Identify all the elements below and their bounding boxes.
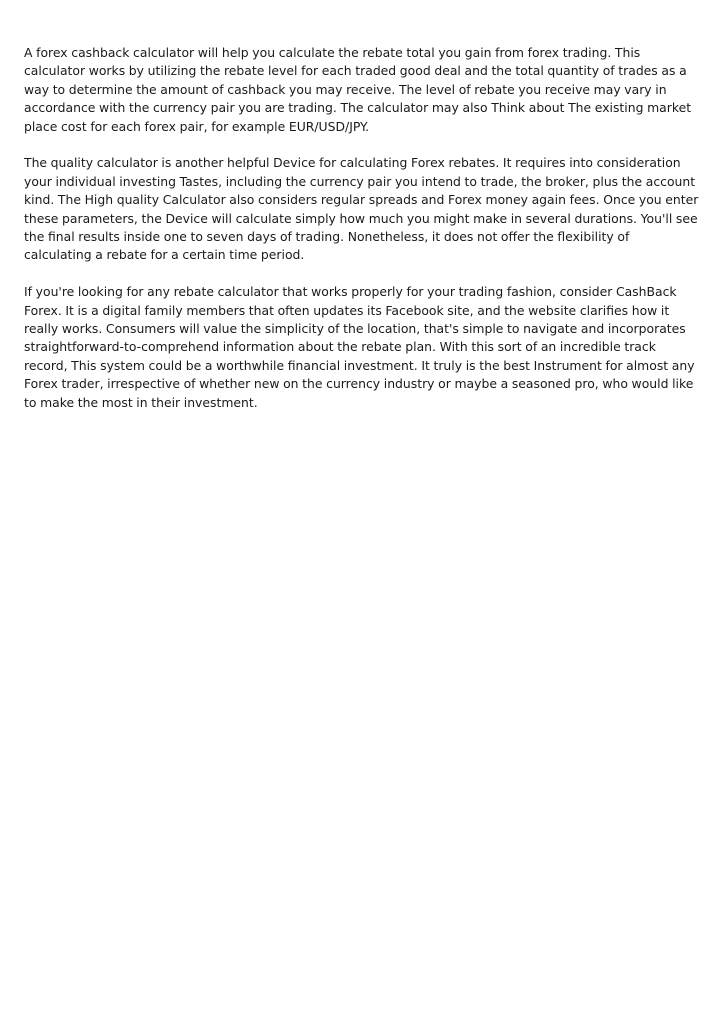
document-page xyxy=(24,44,700,430)
paragraph-1: A forex cashback calculator will help you calculate the rebate total you gain from forex trading. This calculator works by utilizing the rebate level for each traded good deal and the total quantity of trades as a way to determine the amount of cashback you may receive. The level of rebate you receive may vary in accordance with the currency pair you are trading. The calculator may also Think about The existing market place cost for each forex pair, for example EUR/USD/JPY. xyxy=(24,45,692,134)
paragraph-3: If you're looking for any rebate calculator that works properly for your trading fashion, consider CashBack Forex. It is a digital family members that often updates its Facebook site, and the website clarifies how it really works. Consumers will value the simplicity of the location, that's simple to navigate and incorporates straightforward-to-comprehend information about the rebate plan. With this sort of an incredible track record, This system could be a worthwhile financial investment. It truly is the best Instrument for almost any Forex trader, irrespective of whether new on the currency industry or maybe a seasoned pro, who would like to make the most in their investment. xyxy=(24,284,695,410)
paragraph-2: The quality calculator is another helpful Device for calculating Forex rebates. It requires into consideration your individual investing Tastes, including the currency pair you intend to trade, the broker, plus the account kind. The High quality Calculator also considers regular spreads and Forex money again fees. Once you enter these parameters, the Device will calculate simply how much you might make in several durations. You'll see the final results inside one to seven days of trading. Nonetheless, it does not offer the flexibility of calculating a rebate for a certain time period. xyxy=(24,155,699,263)
